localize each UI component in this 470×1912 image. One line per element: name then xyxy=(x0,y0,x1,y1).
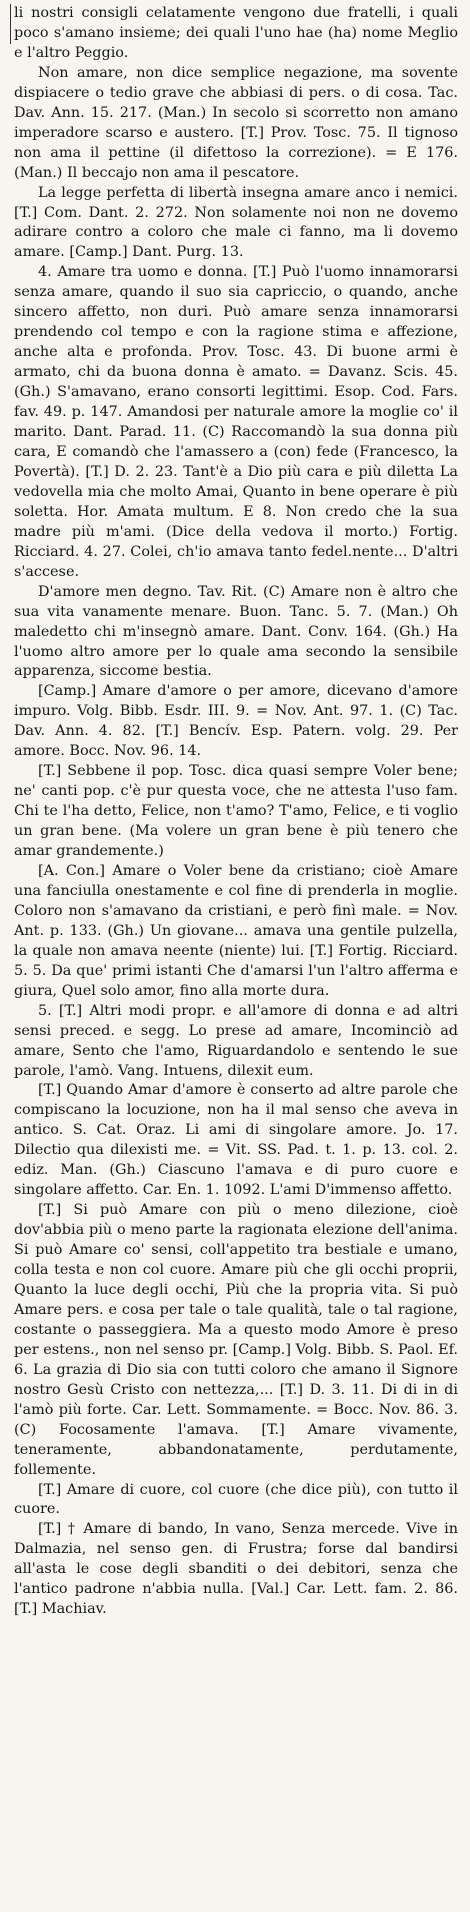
margin-rule xyxy=(10,4,11,44)
paragraph-7: [T.] Sebbene il pop. Tosc. dica quasi sempre Voler bene; ne' canti pop. c'è pur questa voce, che ne attesta l'uso fam. Chi te l'ha detto, Felice, non t'amo? T'amo, Felice, e ti voglio un gran bene. (Ma volere un gran bene è più tenero che amar grandemente.) xyxy=(14,763,458,860)
paragraph-11: [T.] Si può Amare con più o meno dilezione, cioè dov'abbia più o meno parte la ragionata elezione dell'anima. Si può Amare co' sensi, coll'appetito tra bestiale e umano, colla testa e non col cuore. Amare più che gli occhi proprii, Quanto la luce degli occhi, Più che la propria vita. Si può Amare pers. e cosa per tale o tale qualità, tale o tal ragione, costante o passeggiera. Ma a questo modo Amore è preso per estens., non nel senso pr. [Camp.] Volg. Bibb. S. Paol. Ef. 6. La grazia di Dio sia con tutti coloro che amano il Signore nostro Gesù Cristo con nettezza,... [T.] D. 3. 11. Di di in di l'amò più forte. Car. Lett. Sommamente. = Bocc. Nov. 86. 3. (C) Focosamente l'amava. [T.] Amare vivamente, teneramente, abbandonatamente, perdutamente, follemente. xyxy=(14,1202,458,1478)
paragraph-13: [T.] † Amare di bando, In vano, Senza mercede. Vive in Dalmazia, nel senso gen. di Frustra; forse dal bandirsi all'asta le cose degli sbanditi o dei debitori, senza che l'antico padrone n'abbia nulla. [Val.] Car. Lett. fam. 2. 86. [T.] Machiav. xyxy=(14,1521,458,1618)
paragraph-2: Non amare, non dice semplice negazione, ma sovente dispiacere o tedio grave che abbiasi di pers. o di cosa. Tac. Dav. Ann. 15. 217. (Man.) In secolo si scorretto non amano imperadore scarso e austero. [T.] Prov. Tosc. 75. Il tignoso non ama il pettine (il difettoso la correzione). = E 176. (Man.) Il beccajo non ama il pescatore. xyxy=(14,64,458,181)
paragraph-10: [T.] Quando Amar d'amore è conserto ad altre parole che compiscano la locuzione, non ha il mal senso che aveva in antico. S. Cat. Oraz. Li ami di singolare amore. Jo. 17. Dilectio qua dilexisti me. = Vit. SS. Pad. t. 1. p. 13. col. 2. ediz. Man. (Gh.) Ciascuno l'amava e di puro cuore e singolare affetto. Car. En. 1. 1092. L'ami D'immenso affetto. xyxy=(14,1082,458,1199)
paragraph-3: La legge perfetta di libertà insegna amare anco i nemici. [T.] Com. Dant. 2. 272. Non solamente noi non ne dovemo adirare contro a coloro che male ci fanno, ma li dovemo amare. [Camp.] Dant. Purg. 13. xyxy=(14,184,458,261)
paragraph-5: D'amore men degno. Tav. Rit. (C) Amare non è altro che sua vita vanamente menare. Buon. Tanc. 5. 7. (Man.) Oh maledetto chi m'insegnò amare. Dant. Conv. 164. (Gh.) Ha l'uomo altro amore per lo quale ama secondo la sensibile apparenza, siccome bestia. xyxy=(14,583,458,680)
paragraph-9: 5. [T.] Altri modi propr. e all'amore di donna e ad altri sensi preced. e segg. Lo prese ad amare, Incominciò ad amare, Sento che l'amo, Riguardandolo e sentendo le sue parole, l'amò. Vang. Intuens, dilexit eum. xyxy=(14,1002,458,1079)
paragraph-6: [Camp.] Amare d'amore o per amore, dicevano d'amore impuro. Volg. Bibb. Esdr. III. 9. = Nov. Ant. 97. 1. (C) Tac. Dav. Ann. 4. 82. [T.] Bencív. Esp. Patern. volg. 29. Per amore. Bocc. Nov. 96. 14. xyxy=(14,683,458,760)
paragraph-1: li nostri consigli celatamente vengono due fratelli, i quali poco s'amano insieme; dei quali l'uno hae (ha) nome Meglio e l'altro Peggio. xyxy=(14,5,458,61)
paragraph-4: 4. Amare tra uomo e donna. [T.] Può l'uomo innamorarsi senza amare, quando il suo sia capriccio, o quando, anche sincero affetto, non duri. Può amare senza innamorarsi prendendo col tempo e con la ragione stima e affezione, anche alta e profonda. Prov. Tosc. 43. Di buone armi è armato, chi da buona donna è amato. = Davanz. Scis. 45. (Gh.) S'amavano, erano consorti legittimi. Esop. Cod. Fars. fav. 49. p. 147. Amandosi per naturale amore la moglie co' il marito. Dant. Parad. 11. (C) Raccomandò la sua donna più cara, E comandò che l'amassero a (con) fede (Francesco, la Povertà). [T.] D. 2. 23. Tant'è a Dio più cara e più diletta La vedovella mia che molto Amai, Quanto in bene operare è più soletta. Hor. Amata multum. E 8. Non credo che la sua madre più m'ami. (Dice della vedova il morto.) Fortig. Ricciard. 4. 27. Colei, ch'io amava tanto fedel.nente... D'altri s'accese. xyxy=(14,264,458,580)
paragraph-12: [T.] Amare di cuore, col cuore (che dice più), con tutto il cuore. xyxy=(14,1481,458,1518)
paragraph-8: [A. Con.] Amare o Voler bene da cristiano; cioè Amare una fanciulla onestamente e col fine di prenderla in moglie. Coloro non s'amavano da cristiani, e però finì male. = Nov. Ant. p. 133. (Gh.) Un giovane... amava una gentile pulzella, la quale non amava neente (niente) lui. [T.] Fortig. Ricciard. 5. 5. Da que' primi istanti Che d'amarsi l'un l'altro afferma e giura, Quel solo amor, fino alla morte dura. xyxy=(14,862,458,999)
